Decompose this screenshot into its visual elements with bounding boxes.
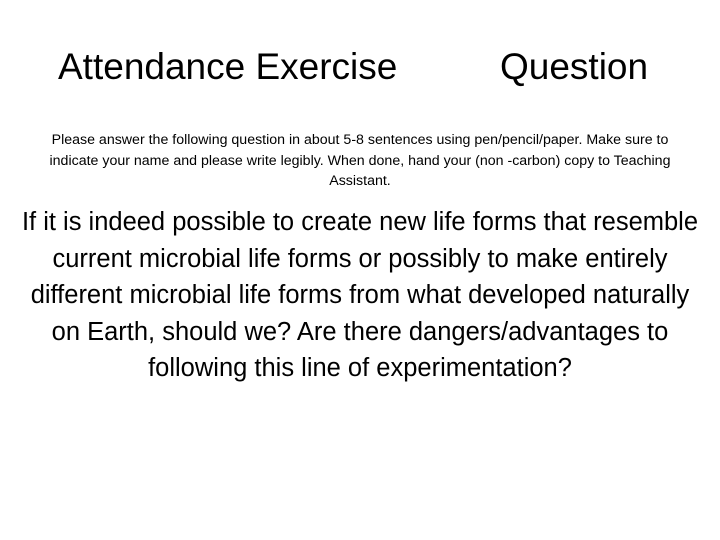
slide-title: Attendance Exercise [58, 46, 398, 87]
instructions-text: Please answer the following question in about 5-8 sentences using pen/pencil/paper. Make sure to indicate your name and please write legibly. When done, hand your (non -carbon) copy to Teaching Assistant. [49, 132, 671, 189]
slide-title-secondary: Question [500, 46, 649, 87]
question-text: If it is indeed possible to create new life forms that resemble current microbial life forms or possibly to make entirely different microbial life forms from what developed naturally on Earth, should we? Are there dangers/advantages to following this line of experimentation? [21, 208, 699, 382]
